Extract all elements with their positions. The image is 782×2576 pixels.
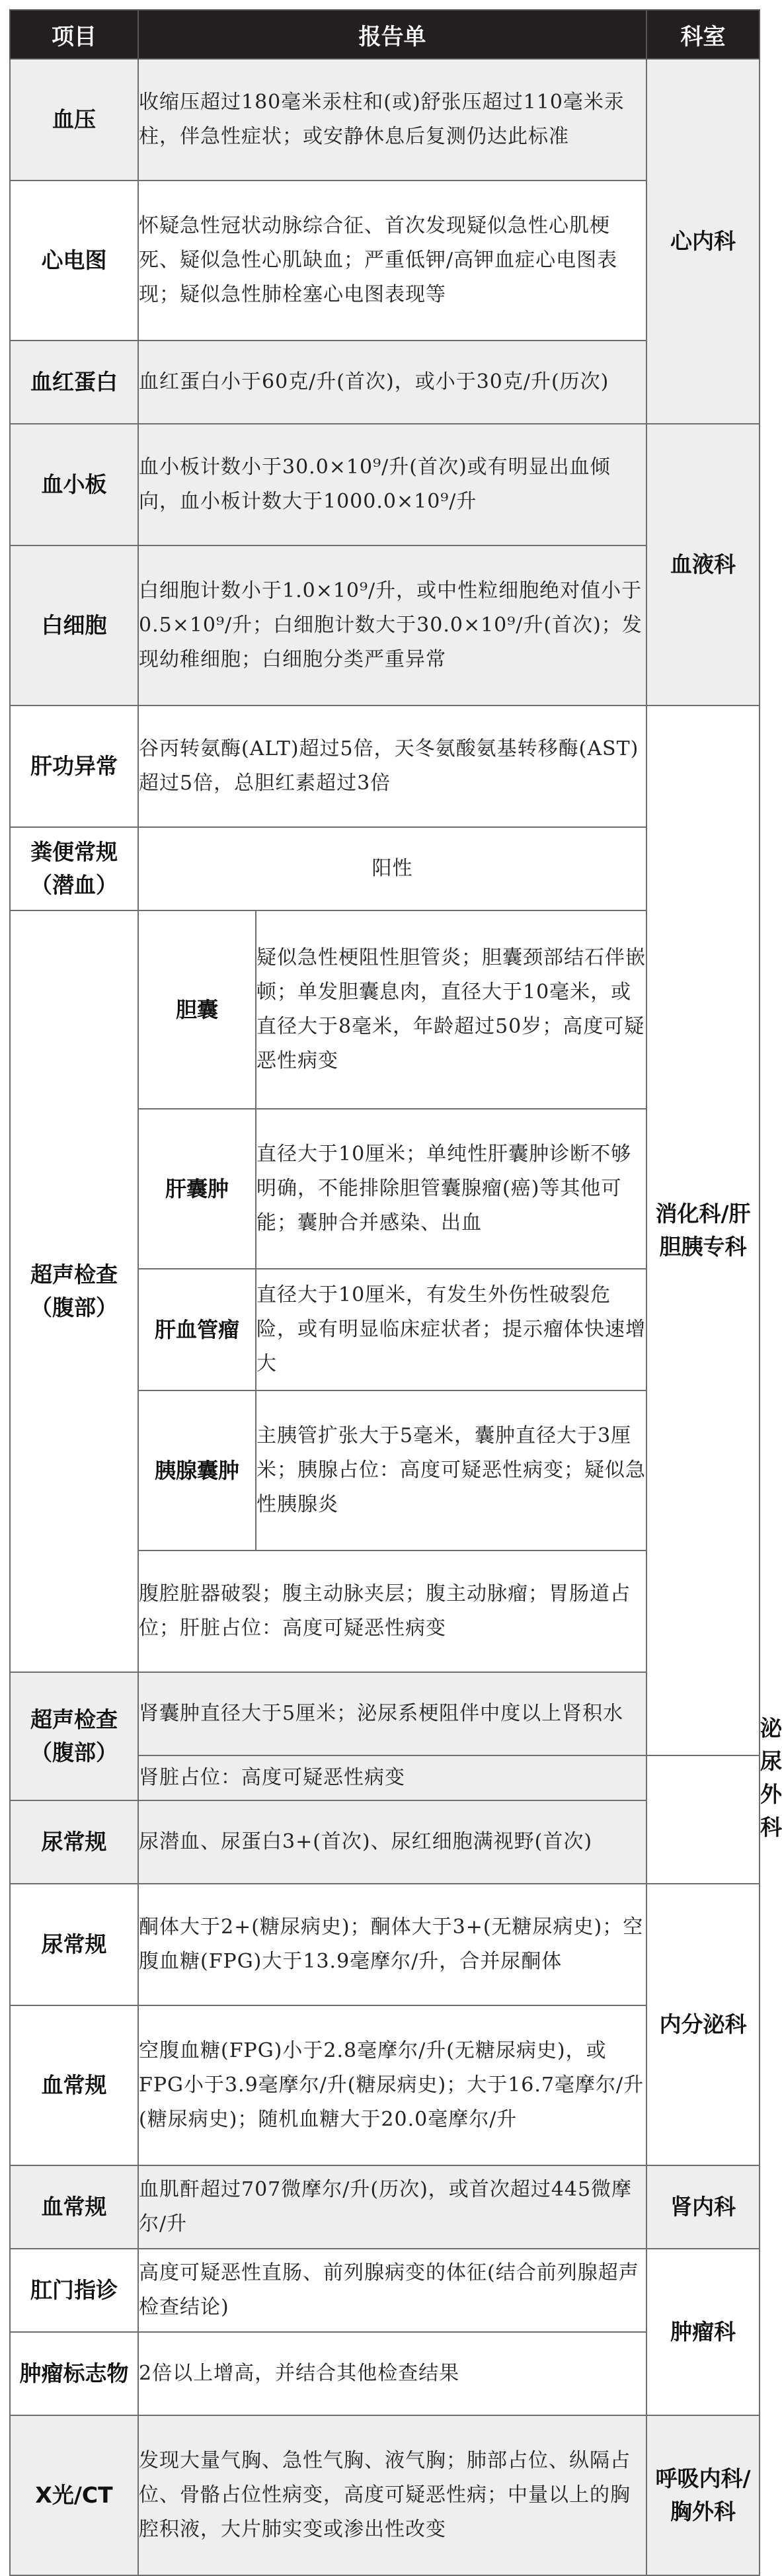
table-row	[10, 2415, 760, 2575]
report-cell: 疑似急性梗阻性胆管炎；胆囊颈部结石伴嵌顿；单发胆囊息肉，直径大于10毫米，或直径大于8毫米，年龄超过50岁；高度可疑恶性病变	[256, 910, 646, 1109]
report-cell: 尿潜血、尿蛋白3+(首次)、尿红细胞满视野(首次)	[138, 1800, 646, 1884]
dept-cell: 内分泌科	[646, 1884, 760, 2165]
table-row	[10, 59, 760, 181]
item-cell: 肿瘤标志物	[10, 2332, 138, 2415]
table-row	[10, 1800, 760, 1884]
item-cell: 血红蛋白	[10, 341, 138, 424]
report-cell: 收缩压超过180毫米汞柱和(或)舒张压超过110毫米汞柱，伴急性症状；或安静休息后复测仍达此标准	[138, 59, 646, 181]
header-item: 项目	[10, 10, 138, 59]
item-cell: 尿常规	[10, 1800, 138, 1884]
report-cell: 白细胞计数小于1.0×10⁹/升，或中性粒细胞绝对值小于0.5×10⁹/升；白细胞计数大于30.0×10⁹/升(首次)；发现幼稚细胞；白细胞分类严重异常	[138, 545, 646, 705]
report-cell: 直径大于10厘米，有发生外伤性破裂危险，或有明显临床症状者；提示瘤体快速增大	[256, 1269, 646, 1390]
report-cell: 高度可疑恶性直肠、前列腺病变的体征(结合前列腺超声检查结论)	[138, 2249, 646, 2332]
table-row	[10, 424, 760, 545]
item-cell: 血小板	[10, 424, 138, 545]
item-cell: 超声检查（腹部）	[10, 910, 138, 1672]
item-cell: 尿常规	[10, 1884, 138, 2005]
report-cell: 血红蛋白小于60克/升(首次)，或小于30克/升(历次)	[138, 341, 646, 424]
item-cell: 血常规	[10, 2165, 138, 2249]
table-row	[10, 2249, 760, 2332]
dept-cell: 消化科/肝胆胰专科	[646, 705, 760, 1755]
item-cell: X光/CT	[10, 2415, 138, 2575]
report-cell: 血肌酐超过707微摩尔/升(历次)，或首次超过445微摩尔/升	[138, 2165, 646, 2249]
critical-value-table	[9, 9, 782, 2576]
dept-cell: 肿瘤科	[646, 2249, 760, 2415]
sub-item-cell: 肝血管瘤	[138, 1269, 256, 1390]
dept-cell: 肾内科	[646, 2165, 760, 2249]
report-cell: 发现大量气胸、急性气胸、液气胸；肺部占位、纵隔占位、骨骼占位性病变，高度可疑恶性病；中量以上的胸腔积液，大片肺实变或渗出性改变	[138, 2415, 646, 2575]
dept-cell: 心内科	[646, 59, 760, 424]
report-cell: 直径大于10厘米；单纯性肝囊肿诊断不够明确，不能排除胆管囊腺瘤(癌)等其他可能；囊肿合并感染、出血	[256, 1109, 646, 1269]
report-cell: 空腹血糖(FPG)小于2.8毫摩尔/升(无糖尿病史)，或FPG小于3.9毫摩尔/升(糖尿病史)；大于16.7毫摩尔/升(糖尿病史)；随机血糖大于20.0毫摩尔/升	[138, 2005, 646, 2165]
report-cell: 主胰管扩张大于5毫米，囊肿直径大于3厘米；胰腺占位：高度可疑恶性病变；疑似急性胰腺炎	[256, 1390, 646, 1550]
report-cell: 腹腔脏器破裂；腹主动脉夹层；腹主动脉瘤；胃肠道占位；肝脏占位：高度可疑恶性病变	[138, 1550, 646, 1672]
table-row: 超声检查（腹部） 肾囊肿直径大于5厘米；泌尿系梗阻伴中度以上肾积水 泌尿外科	[10, 1672, 760, 1755]
header-dept: 科室	[646, 10, 760, 59]
sub-item-cell: 胰腺囊肿	[138, 1390, 256, 1550]
report-cell: 肾脏占位：高度可疑恶性病变	[138, 1755, 646, 1800]
item-cell: 粪便常规（潜血）	[10, 827, 138, 910]
item-cell: 肝功异常	[10, 705, 138, 827]
table-header-row	[10, 10, 760, 59]
item-cell: 肛门指诊	[10, 2249, 138, 2332]
table-row	[10, 1884, 760, 2005]
sub-item-cell: 肝囊肿	[138, 1109, 256, 1269]
item-cell: 心电图	[10, 181, 138, 341]
header-report: 报告单	[138, 10, 646, 59]
item-cell: 血常规	[10, 2005, 138, 2165]
report-cell: 谷丙转氨酶(ALT)超过5倍，天冬氨酸氨基转移酶(AST)超过5倍，总胆红素超过3倍	[138, 705, 646, 827]
item-cell: 超声检查（腹部）	[10, 1672, 138, 1800]
report-cell: 肾囊肿直径大于5厘米；泌尿系梗阻伴中度以上肾积水	[138, 1672, 646, 1755]
dept-cell: 呼吸内科/胸外科	[646, 2415, 760, 2575]
item-cell: 白细胞	[10, 545, 138, 705]
sub-item-cell: 胆囊	[138, 910, 256, 1109]
report-cell: 2倍以上增高，并结合其他检查结果	[138, 2332, 646, 2415]
table-row	[10, 2165, 760, 2249]
item-cell: 血压	[10, 59, 138, 181]
report-cell: 阳性	[138, 827, 646, 910]
report-cell: 血小板计数小于30.0×10⁹/升(首次)或有明显出血倾向，血小板计数大于1000.0×10⁹/升	[138, 424, 646, 545]
table-row	[10, 705, 760, 827]
dept-cell: 血液科	[646, 424, 760, 705]
report-cell: 怀疑急性冠状动脉综合征、首次发现疑似急性心肌梗死、疑似急性心肌缺血；严重低钾/高钾血症心电图表现；疑似急性肺栓塞心电图表现等	[138, 181, 646, 341]
report-cell: 酮体大于2+(糖尿病史)；酮体大于3+(无糖尿病史)；空腹血糖(FPG)大于13.9毫摩尔/升，合并尿酮体	[138, 1884, 646, 2005]
